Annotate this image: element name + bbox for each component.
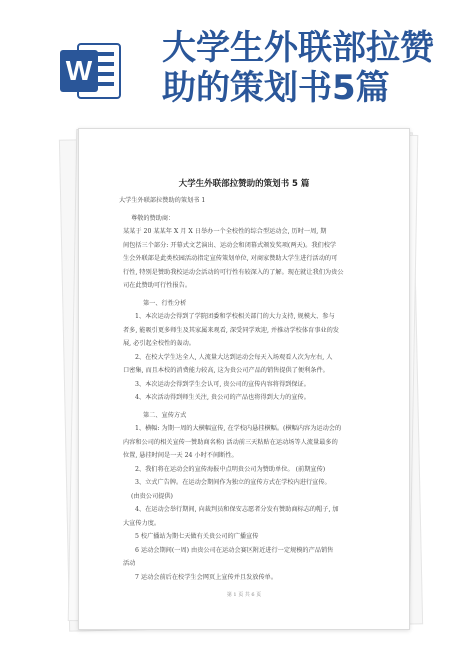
- document-line: 5 校广播站为期七天做有关贵公司的广播宣传: [135, 533, 259, 540]
- document-line: 大学生外联部拉赞助的策划书 1: [119, 197, 206, 204]
- document-line: 口密集, 而且本校的消费能力较高, 这为贵公司产品的销售提供了便利条件。: [123, 367, 329, 374]
- banner-title: [162, 28, 462, 108]
- word-icon: [58, 38, 124, 104]
- document-line: 2、我们将在运动会的宣传海报中点明贵公司为赞助单位。 (前期宣传): [135, 465, 326, 473]
- document-line: 展, 必引起全校性的轰动。: [123, 340, 195, 347]
- word-icon-letter: W: [65, 55, 93, 86]
- document-line: 行性, 特别是赞助我校运动会活动的可行性有较深入的了解。现在就让我们为贵公: [123, 268, 344, 276]
- banner-title-line2: 助的策划书5篇: [162, 68, 390, 108]
- document-title: 大学生外联部拉赞助的策划书 5 篇: [178, 179, 310, 189]
- banner-title-line1: 大学生外联部拉赞: [162, 28, 434, 68]
- document-line: 7 运动会前后在校学生会网页上宣传并且发放传单。: [135, 573, 278, 581]
- document-line: 大宣传力度。: [123, 519, 161, 527]
- document-line: 者多, 能吸引更多师生及其家属来观看, 深受同学欢迎, 并推动学校体育事业的发: [123, 326, 339, 334]
- document-line: 3、本次运动会得到学生会认可, 贵公司的宣传内容将得到保证。: [135, 380, 310, 388]
- document-line: 4、本次活动得到师生关注, 贵公司的产品也将得到大力的宣传。: [135, 394, 310, 401]
- document-line: 某某于 20 某某年 X 月 X 日举办一个全校性的综合型运动会, 历时一周, 期: [123, 228, 327, 235]
- document-line: 位置, 悬挂时间是一天 24 小时不间断性。: [123, 452, 238, 459]
- document-line: (由贵公司提供): [131, 492, 173, 500]
- document-line: 间包括三个部分: 开幕式文艺演出、运动会和闭幕式颁发奖项(两天)。我们校学: [123, 241, 337, 249]
- document-line: 司在此赞助可行性报告。: [123, 282, 192, 289]
- document-line: 4、在运动会举行期间, 向裁判员和保安志愿者分发有赞助商标志的帽子, 加: [135, 506, 339, 513]
- document-page: [78, 128, 410, 630]
- document-line: 第一、行性分析: [143, 299, 187, 307]
- page-footer: 第 1 页 共 6 页: [226, 592, 262, 598]
- document-line: 第二、宣传方式: [143, 411, 187, 419]
- document-line: 生会外联部是此类校园活动指定宣传策划单位, 对商家赞助大学生进行活动的可: [123, 255, 338, 262]
- document-line: 尊敬的赞助商：: [131, 214, 175, 222]
- document-line: 3、立式广告牌。在运动会期间作为独立的宣传方式在学校内进行宣传。: [135, 479, 331, 486]
- document-line: 1、横幅: 为期一周的大横幅宣传, 在学校内悬挂横幅。(横幅内容为运动会的: [135, 425, 342, 432]
- document-line: 内容和公司的相关宣传一赞助商名称) 活动前三天粘贴在运动场等人流量最多的: [123, 438, 338, 446]
- document-line: 2、在校大学生达全人, 人流量大达到运动会每天入场观看人次为左右, 人: [135, 353, 333, 361]
- document-line: 活动: [123, 560, 136, 567]
- document-line: 6 运动会期间(一周) 由贵公司在运动会赛区附近进行一定规模的产品销售: [135, 546, 334, 554]
- document-line: 1、本次运动会得到了学院团委和学校相关部门的大力支持, 规模大、参与: [135, 313, 335, 320]
- banner: [0, 0, 474, 120]
